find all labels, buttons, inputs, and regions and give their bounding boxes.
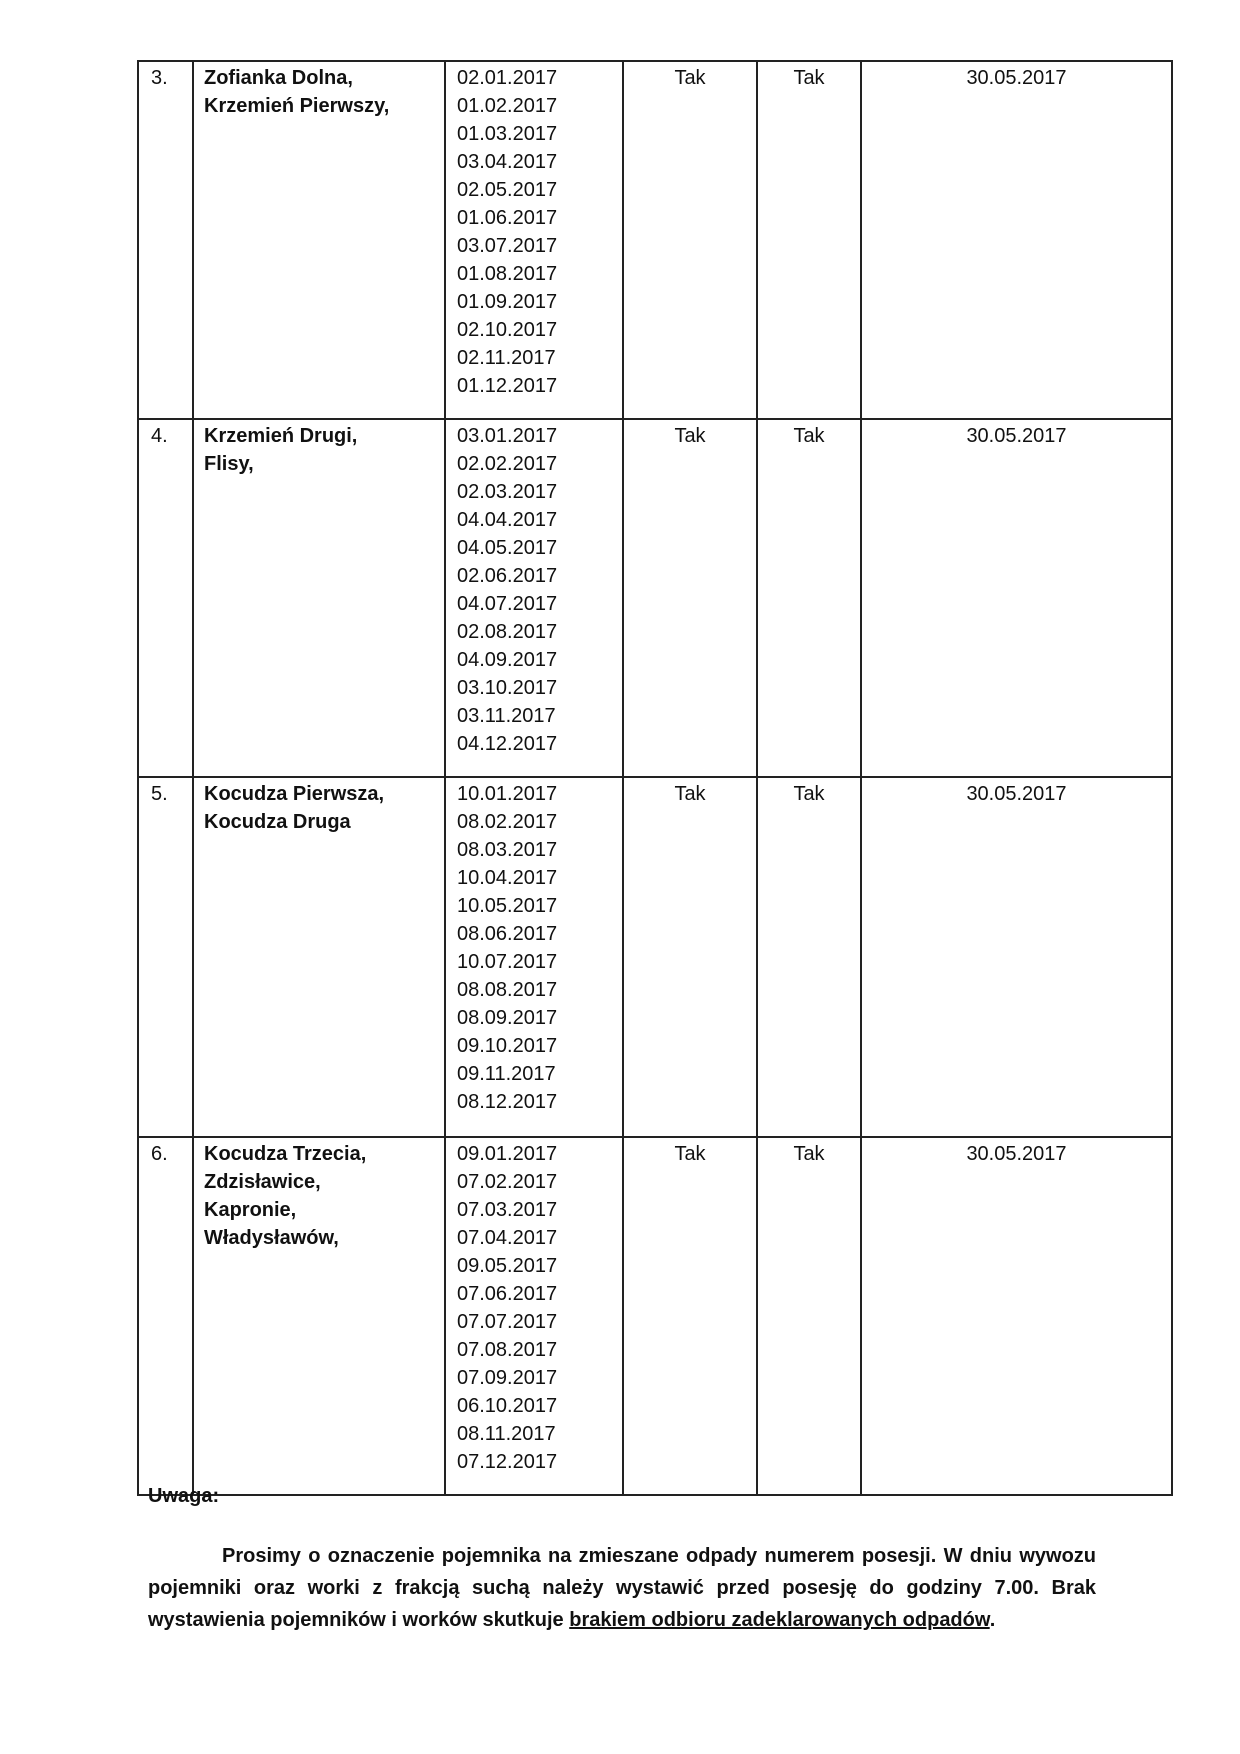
pickup-date: 07.03.2017 bbox=[457, 1199, 558, 1221]
table-row bbox=[138, 61, 1172, 419]
pickup-date: 02.03.2017 bbox=[457, 481, 558, 503]
place-name: Krzemień Drugi, bbox=[204, 425, 358, 447]
table-row bbox=[138, 777, 1172, 1137]
places-cell bbox=[193, 777, 445, 1137]
row-number: 3. bbox=[138, 61, 193, 419]
pickup-date: 08.03.2017 bbox=[457, 839, 558, 861]
note-end: . bbox=[989, 1609, 996, 1631]
col-a-value: Tak bbox=[623, 1137, 757, 1495]
col-a-value: Tak bbox=[623, 777, 757, 1137]
note-body bbox=[148, 1540, 1096, 1636]
pickup-date: 03.01.2017 bbox=[457, 425, 558, 447]
place-name: Kocudza Trzecia, bbox=[204, 1143, 367, 1165]
extra-date: 30.05.2017 bbox=[861, 777, 1172, 1137]
note-section bbox=[148, 1480, 1096, 1636]
col-b-value: Tak bbox=[757, 61, 861, 419]
pickup-date: 01.03.2017 bbox=[457, 123, 558, 145]
pickup-date: 07.07.2017 bbox=[457, 1311, 558, 1333]
pickup-date: 09.11.2017 bbox=[457, 1063, 556, 1085]
pickup-date: 08.06.2017 bbox=[457, 923, 558, 945]
table-row bbox=[138, 419, 1172, 777]
pickup-date: 07.04.2017 bbox=[457, 1227, 558, 1249]
col-a-value: Tak bbox=[623, 419, 757, 777]
col-b-value: Tak bbox=[757, 419, 861, 777]
places-cell bbox=[193, 419, 445, 777]
pickup-date: 02.05.2017 bbox=[457, 179, 558, 201]
pickup-date: 04.09.2017 bbox=[457, 649, 558, 671]
pickup-date: 02.11.2017 bbox=[457, 347, 556, 369]
pickup-date: 10.05.2017 bbox=[457, 895, 558, 917]
extra-date: 30.05.2017 bbox=[861, 61, 1172, 419]
pickup-date: 04.05.2017 bbox=[457, 537, 558, 559]
pickup-date: 04.12.2017 bbox=[457, 733, 558, 755]
pickup-date: 09.01.2017 bbox=[457, 1143, 558, 1165]
pickup-date: 07.12.2017 bbox=[457, 1451, 558, 1473]
pickup-date: 07.02.2017 bbox=[457, 1171, 558, 1193]
pickup-date: 02.08.2017 bbox=[457, 621, 558, 643]
pickup-date: 08.09.2017 bbox=[457, 1007, 558, 1029]
pickup-dates-cell bbox=[445, 777, 623, 1137]
pickup-date: 01.09.2017 bbox=[457, 291, 558, 313]
pickup-date: 06.10.2017 bbox=[457, 1395, 558, 1417]
pickup-date: 08.12.2017 bbox=[457, 1091, 558, 1113]
pickup-date: 08.02.2017 bbox=[457, 811, 558, 833]
pickup-date: 09.05.2017 bbox=[457, 1255, 558, 1277]
note-underlined-text: brakiem odbioru zadeklarowanych odpadów bbox=[569, 1609, 990, 1631]
places-cell bbox=[193, 1137, 445, 1495]
pickup-date: 01.12.2017 bbox=[457, 375, 558, 397]
pickup-date: 10.04.2017 bbox=[457, 867, 558, 889]
pickup-date: 02.02.2017 bbox=[457, 453, 558, 475]
row-number: 5. bbox=[138, 777, 193, 1137]
pickup-date: 07.08.2017 bbox=[457, 1339, 558, 1361]
pickup-date: 03.10.2017 bbox=[457, 677, 558, 699]
schedule-table bbox=[137, 60, 1173, 1496]
pickup-date: 04.07.2017 bbox=[457, 593, 558, 615]
place-name: Zdzisławice, bbox=[204, 1171, 321, 1193]
table-row bbox=[138, 1137, 1172, 1495]
extra-date: 30.05.2017 bbox=[861, 1137, 1172, 1495]
pickup-date: 01.08.2017 bbox=[457, 263, 558, 285]
row-number: 4. bbox=[138, 419, 193, 777]
pickup-dates-cell bbox=[445, 419, 623, 777]
pickup-date: 03.04.2017 bbox=[457, 151, 558, 173]
note-text: Prosimy o oznaczenie pojemnika na zmieszane odpady numerem posesji. W dniu wywozu pojemniki oraz worki z frakcją suchą należy wystawić przed posesję do godziny 7.00. Brak wystawienia pojemników i worków skutkuje bbox=[148, 1545, 1096, 1631]
pickup-date: 09.10.2017 bbox=[457, 1035, 558, 1057]
pickup-date: 03.07.2017 bbox=[457, 235, 558, 257]
place-name: Władysławów, bbox=[204, 1227, 339, 1249]
col-a-value: Tak bbox=[623, 61, 757, 419]
pickup-date: 02.01.2017 bbox=[457, 67, 558, 89]
pickup-date: 02.06.2017 bbox=[457, 565, 558, 587]
pickup-date: 07.09.2017 bbox=[457, 1367, 558, 1389]
place-name: Kocudza Druga bbox=[204, 811, 351, 833]
places-cell bbox=[193, 61, 445, 419]
pickup-date: 07.06.2017 bbox=[457, 1283, 558, 1305]
pickup-dates-cell bbox=[445, 61, 623, 419]
pickup-date: 10.07.2017 bbox=[457, 951, 558, 973]
place-name: Krzemień Pierwszy, bbox=[204, 95, 390, 117]
place-name: Kapronie, bbox=[204, 1199, 297, 1221]
place-name: Kocudza Pierwsza, bbox=[204, 783, 385, 805]
pickup-date: 02.10.2017 bbox=[457, 319, 558, 341]
pickup-date: 01.06.2017 bbox=[457, 207, 558, 229]
pickup-date: 01.02.2017 bbox=[457, 95, 558, 117]
col-b-value: Tak bbox=[757, 777, 861, 1137]
pickup-date: 08.11.2017 bbox=[457, 1423, 556, 1445]
pickup-date: 03.11.2017 bbox=[457, 705, 556, 727]
place-name: Flisy, bbox=[204, 453, 254, 475]
extra-date: 30.05.2017 bbox=[861, 419, 1172, 777]
note-title: Uwaga: bbox=[148, 1485, 220, 1507]
pickup-date: 10.01.2017 bbox=[457, 783, 558, 805]
pickup-dates-cell bbox=[445, 1137, 623, 1495]
pickup-date: 04.04.2017 bbox=[457, 509, 558, 531]
place-name: Zofianka Dolna, bbox=[204, 67, 353, 89]
row-number: 6. bbox=[138, 1137, 193, 1495]
col-b-value: Tak bbox=[757, 1137, 861, 1495]
pickup-date: 08.08.2017 bbox=[457, 979, 558, 1001]
